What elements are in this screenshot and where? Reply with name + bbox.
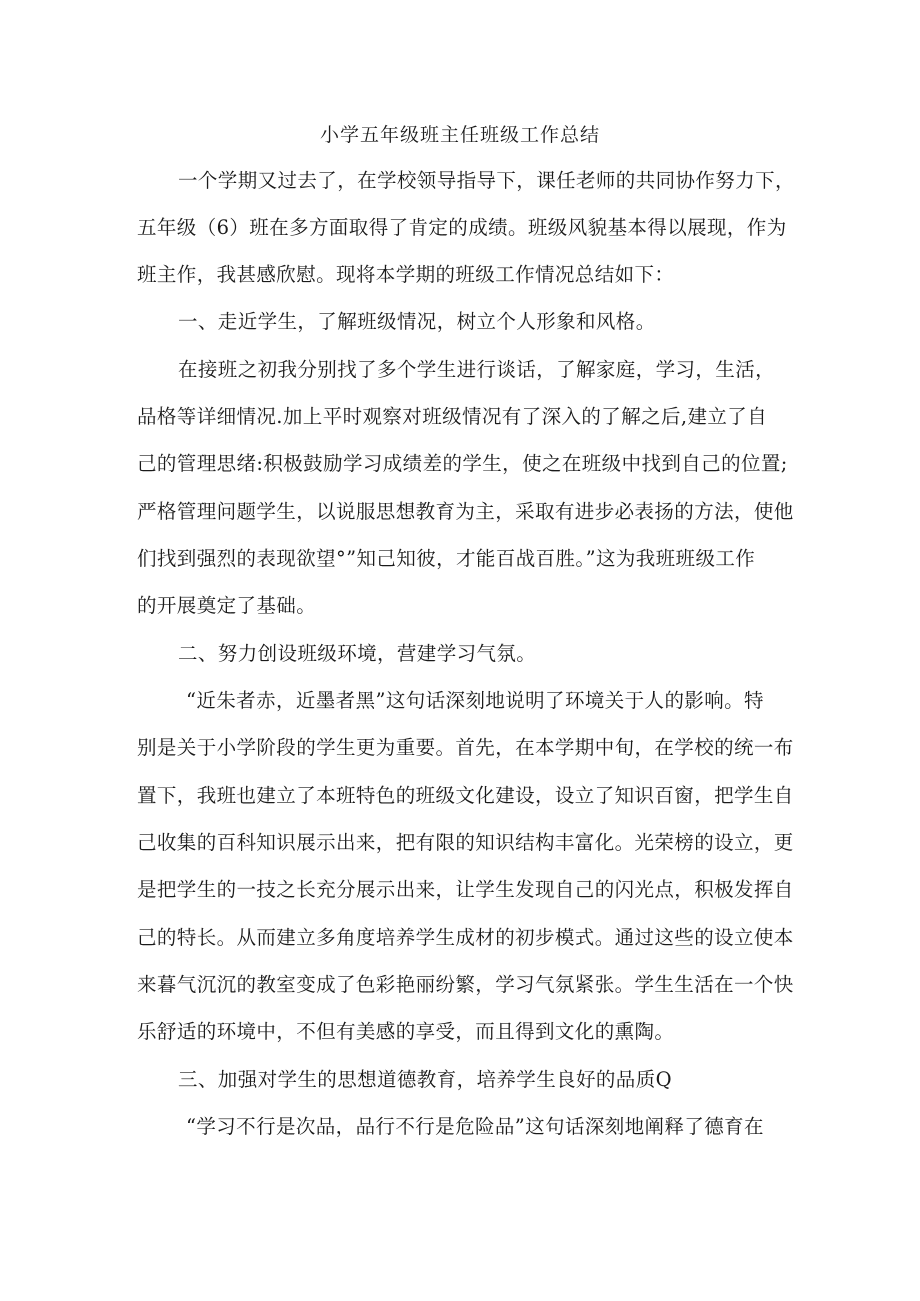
paragraph-line: 来暮气沉沉的教室变成了色彩艳丽纷繁，学习气氛紧张。学生生活在一个快	[137, 973, 794, 996]
paragraph-line: 们找到强烈的表现欲望°”知己知彼，才能百战百胜。”这为我班班级工作	[137, 547, 756, 570]
paragraph-line: 的开展奠定了基础。	[137, 594, 317, 617]
paragraph-line: “近朱者赤，近墨者黑”这句话深刻地说明了环境关于人的影响。特	[186, 689, 764, 712]
paragraph-line: 五年级（6）班在多方面取得了肯定的成绩。班级风貌基本得以展现，作为	[137, 216, 787, 239]
paragraph-line: 品格等详细情况.加上平时观察对班级情况有了深入的了解之后,建立了自	[137, 405, 768, 428]
section-heading: 二、努力创设班级环境，营建学习气氛。	[178, 642, 537, 665]
paragraph-line: 置下，我班也建立了本班特色的班级文化建设，设立了知识百窗，把学生自	[137, 784, 794, 807]
paragraph-line: 己收集的百科知识展示出来，把有限的知识结构丰富化。光荣榜的设立，更	[137, 831, 794, 854]
paragraph-line: 严格管理问题学生，以说服思想教育为主，采取有进步必表扬的方法，使他	[137, 500, 794, 523]
paragraph-line: 一个学期又过去了，在学校领导指导下，课任老师的共同协作努力下，	[178, 169, 795, 192]
paragraph-line: 乐舒适的环境中，不但有美感的享受，而且得到文化的熏陶。	[137, 1020, 675, 1043]
paragraph-line: 是把学生的一技之长充分展示出来，让学生发现自己的闪光点，积极发挥自	[137, 878, 794, 901]
paragraph-line: “学习不行是次品，品行不行是危险品”这句话深刻地阐释了德育在	[186, 1115, 764, 1138]
document-title: 小学五年级班主任班级工作总结	[319, 124, 600, 146]
paragraph-line: 班主作，我甚感欣慰。现将本学期的班级工作情况总结如下：	[137, 263, 675, 286]
paragraph-line: 己的特长。从而建立多角度培养学生成材的初步模式。通过这些的设立使本	[137, 926, 794, 949]
paragraph-line: 己的管理思绪:积极鼓励学习成绩差的学生，使之在班级中找到自己的位置;	[137, 452, 788, 475]
section-heading: 一、走近学生，了解班级情况，树立个人形象和风格。	[178, 310, 656, 333]
paragraph-line: 在接班之初我分别找了多个学生进行谈话，了解家庭，学习，生活，	[178, 358, 776, 381]
section-heading: 三、加强对学生的思想道德教育，培养学生良好的品质Q	[178, 1068, 672, 1091]
paragraph-line: 别是关于小学阶段的学生更为重要。首先，在本学期中旬，在学校的统一布	[137, 736, 794, 759]
